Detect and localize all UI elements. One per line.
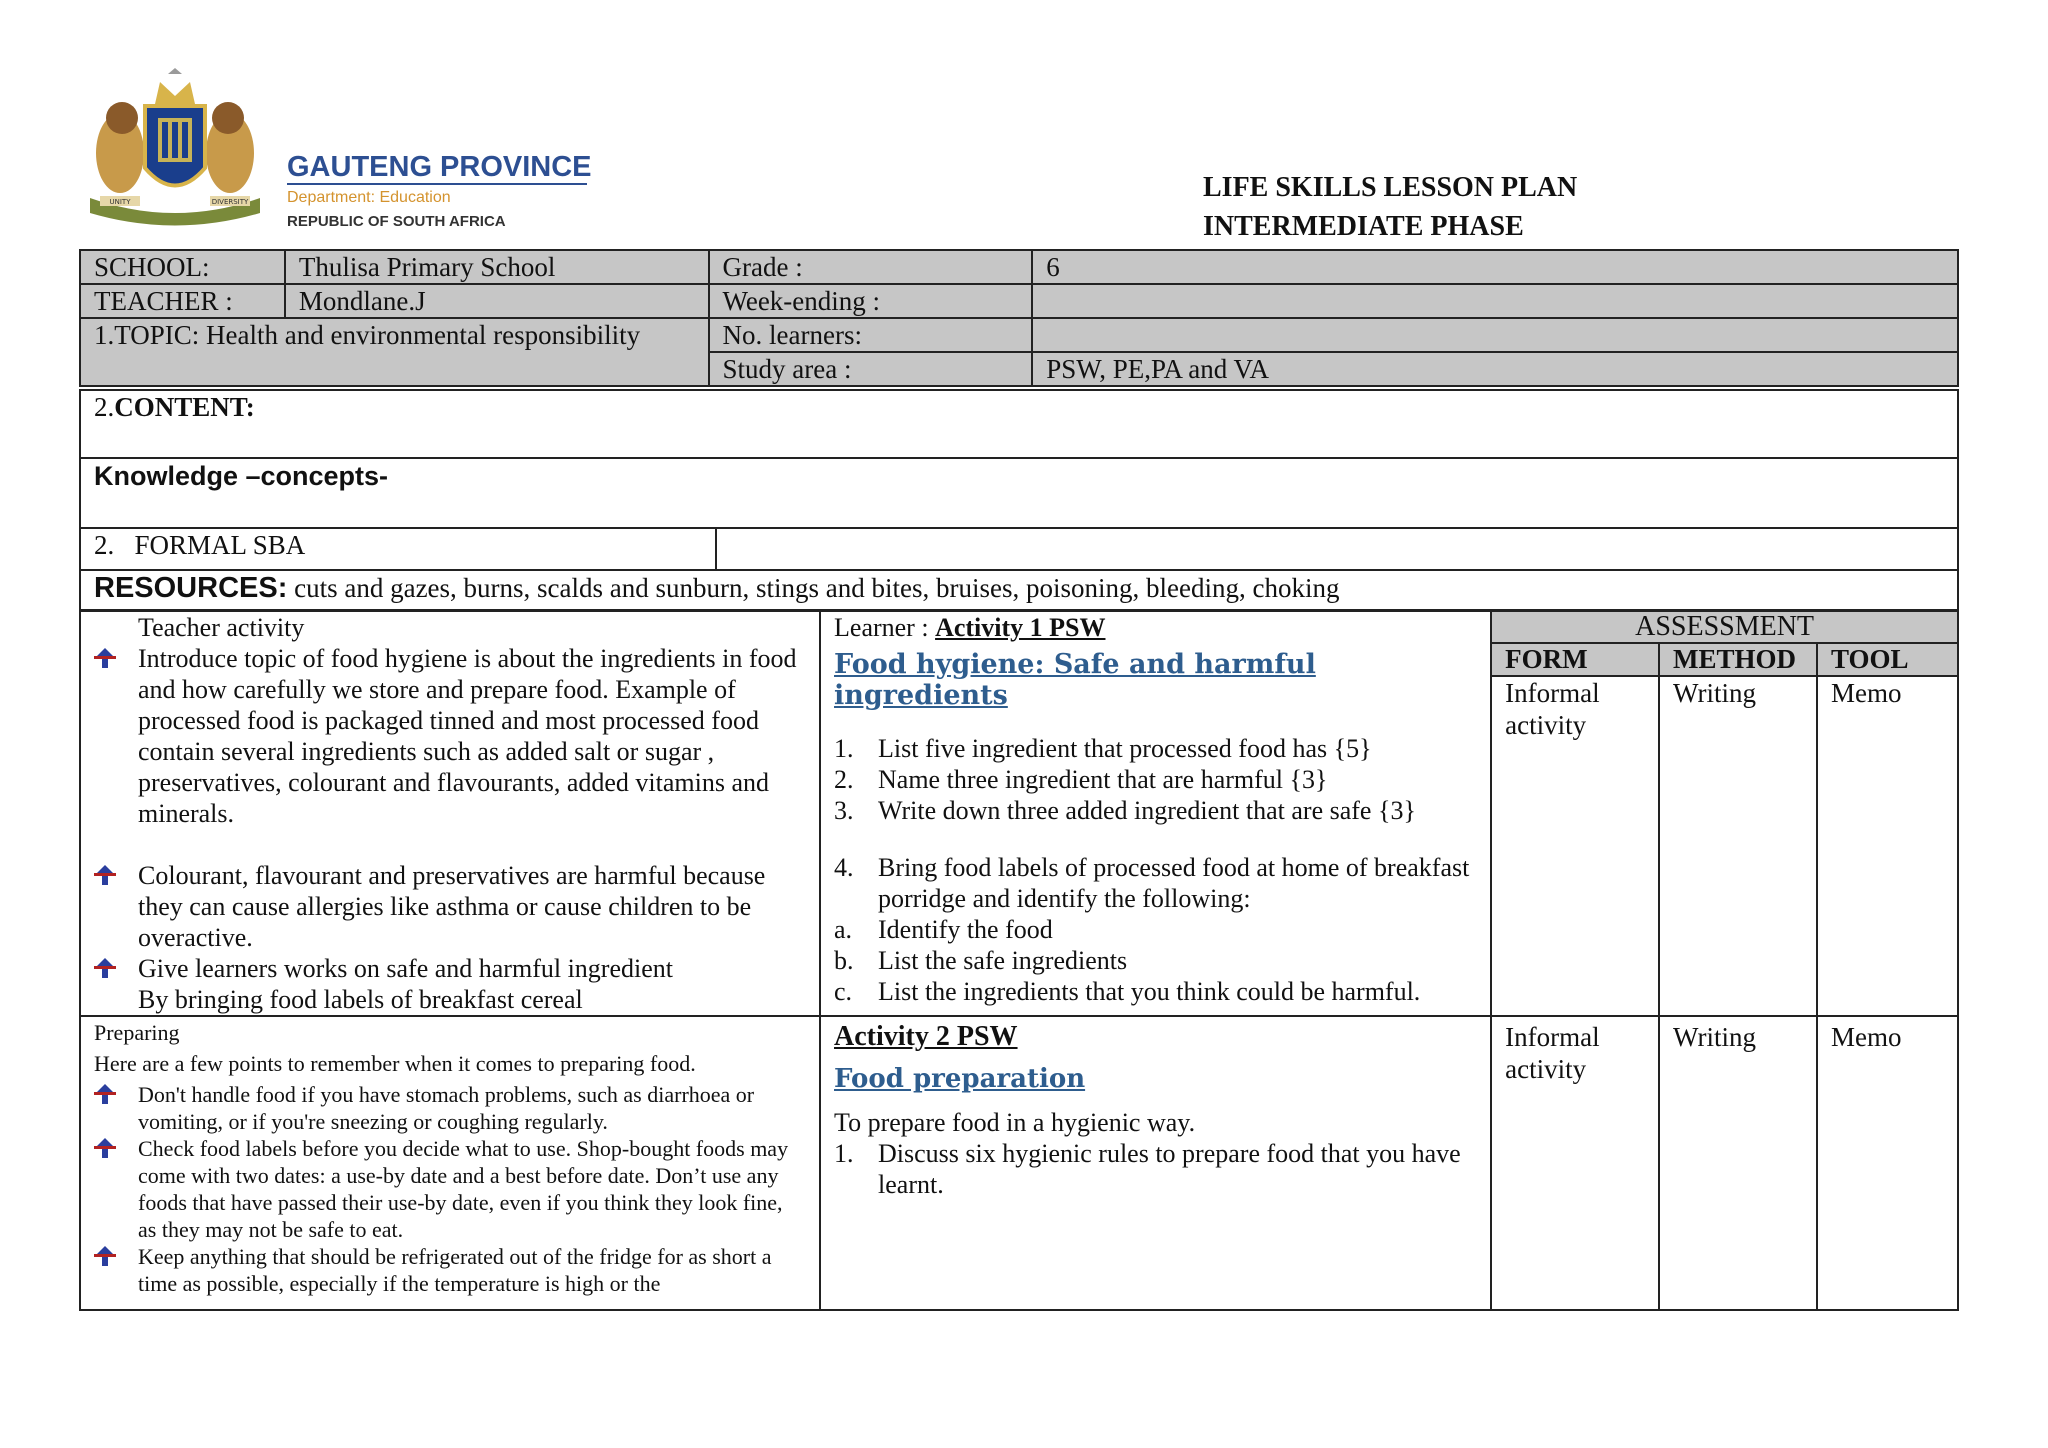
- title-line-1: LIFE SKILLS LESSON PLAN: [1203, 172, 1578, 203]
- learner-item: 3. Write down three added ingredient that are safe {3}: [834, 796, 1416, 825]
- svg-text:DIVERSITY: DIVERSITY: [211, 198, 249, 206]
- study-area-value: PSW, PE,PA and VA: [1032, 352, 1958, 386]
- learner-item: 1. List five ingredient that processed food has {5}: [834, 734, 1372, 763]
- teacher-value: Mondlane.J: [285, 284, 709, 318]
- learner-item: 2. Name three ingredient that are harmful {3}: [834, 765, 1328, 794]
- learner-activity-1: [820, 611, 1491, 1016]
- teacher-activity-tail: By bringing food labels of breakfast cereal: [138, 985, 583, 1014]
- teacher-bullet: Check food labels before you decide what to use. Shop-bought foods may come with two dates: a use-by date and a best before date. Don’t use any foods that have passed their use-by date, even if you think they look fine, as they may not be safe to eat.: [94, 1135, 806, 1243]
- study-area-label: Study area :: [709, 352, 1033, 386]
- formal-sba: 2. FORMAL SBA: [80, 528, 716, 570]
- learner-subitem: c. List the ingredients that you think could be harmful.: [834, 977, 1421, 1006]
- teacher-activity-heading: Teacher activity: [138, 613, 305, 642]
- assessment-form-header: FORM: [1491, 643, 1659, 676]
- assessment-tool-header: TOOL: [1817, 643, 1958, 676]
- svg-text:REPUBLIC OF SOUTH AFRICA: REPUBLIC OF SOUTH AFRICA: [287, 213, 506, 230]
- grade-label: Grade :: [709, 250, 1033, 284]
- content-heading: 2.CONTENT:: [80, 390, 1958, 458]
- assessment-method: Writing: [1659, 1016, 1817, 1310]
- school-label: SCHOOL:: [80, 250, 285, 284]
- coat-of-arms-icon: [80, 68, 600, 238]
- svg-text:UNITY: UNITY: [109, 198, 131, 206]
- learner-activity-intro: To prepare food in a hygienic way.: [834, 1108, 1196, 1137]
- learners-label: No. learners:: [709, 318, 1033, 352]
- teacher-activity-heading: Preparing: [94, 1020, 180, 1045]
- assessment-form: Informal activity: [1491, 1016, 1659, 1310]
- formal-sba-value: [716, 528, 1958, 570]
- assessment-tool: Memo: [1817, 1016, 1958, 1310]
- arrow-bullet-icon: [94, 1083, 116, 1111]
- lesson-plan-title: [1203, 168, 1577, 246]
- svg-text:GAUTENG PROVINCE: GAUTENG PROVINCE: [287, 151, 592, 183]
- teacher-bullet: Don't handle food if you have stomach problems, such as diarrhoea or vomiting, or if you're sneezing or coughing regularly.: [94, 1081, 806, 1135]
- topic: 1.TOPIC: Health and environmental responsibility: [80, 318, 709, 386]
- learner-activity-2: [820, 1016, 1491, 1310]
- teacher-bullet: Introduce topic of food hygiene is about the ingredients in food and how carefully we store and prepare food. Example of processed food is packaged tinned and most processed food contain several ingredients such as added salt or sugar , preservatives, colourant and flavourants, added vitamins and minerals.: [94, 643, 806, 829]
- gauteng-logo: [80, 68, 600, 238]
- week-value: [1032, 284, 1958, 318]
- teacher-bullet: Keep anything that should be refrigerated out of the fridge for as short a time as possible, especially if the temperature is high or the: [94, 1243, 806, 1297]
- knowledge-concepts: Knowledge –concepts-: [80, 458, 1958, 528]
- teacher-activity-1: [80, 611, 820, 1016]
- grade-value: 6: [1032, 250, 1958, 284]
- assessment-method-header: METHOD: [1659, 643, 1817, 676]
- teacher-bullet: Colourant, flavourant and preservatives are harmful because they can cause allergies like asthma or cause children to be overactive.: [94, 860, 806, 953]
- learner-activity-heading: Food hygiene: Safe and harmful ingredients: [834, 649, 1316, 711]
- teacher-activity-2: [80, 1016, 820, 1310]
- learner-subitem: b. List the safe ingredients: [834, 946, 1128, 975]
- resources: RESOURCES: cuts and gazes, burns, scalds and sunburn, stings and bites, bruises, poisoning, bleeding, choking: [80, 570, 1958, 610]
- week-label: Week-ending :: [709, 284, 1033, 318]
- assessment-tool: Memo: [1817, 676, 1958, 1016]
- activities-table: [79, 610, 1959, 1311]
- assessment-method: Writing: [1659, 676, 1817, 1016]
- learner-item: 4. Bring food labels of processed food at home of breakfast porridge and identify the following:: [834, 853, 1470, 913]
- arrow-bullet-icon: [94, 1137, 116, 1165]
- info-table: [79, 249, 1959, 387]
- arrow-bullet-icon: [94, 1245, 116, 1273]
- learner-activity-heading: Food preparation: [834, 1064, 1086, 1094]
- content-table: [79, 389, 1959, 611]
- assessment-header: ASSESSMENT: [1491, 611, 1958, 643]
- arrow-bullet-icon: [94, 645, 116, 676]
- assessment-form: Informal activity: [1491, 676, 1659, 1016]
- title-line-2: INTERMEDIATE PHASE: [1203, 211, 1524, 242]
- learners-value: [1032, 318, 1958, 352]
- arrow-bullet-icon: [94, 955, 116, 986]
- svg-text:Department: Education: Department: Education: [287, 189, 451, 206]
- arrow-bullet-icon: [94, 862, 116, 893]
- learner-subitem: a. Identify the food: [834, 915, 1053, 944]
- teacher-label: TEACHER :: [80, 284, 285, 318]
- teacher-bullet: Give learners works on safe and harmful ingredient: [94, 953, 806, 984]
- teacher-activity-intro: Here are a few points to remember when it comes to preparing food.: [94, 1051, 696, 1076]
- school-value: Thulisa Primary School: [285, 250, 709, 284]
- learner-activity-title: Activity 2 PSW: [834, 1021, 1018, 1052]
- learner-item: 1. Discuss six hygienic rules to prepare food that you have learnt.: [834, 1139, 1461, 1199]
- learner-activity-title: Learner : Activity 1 PSW: [834, 613, 1106, 642]
